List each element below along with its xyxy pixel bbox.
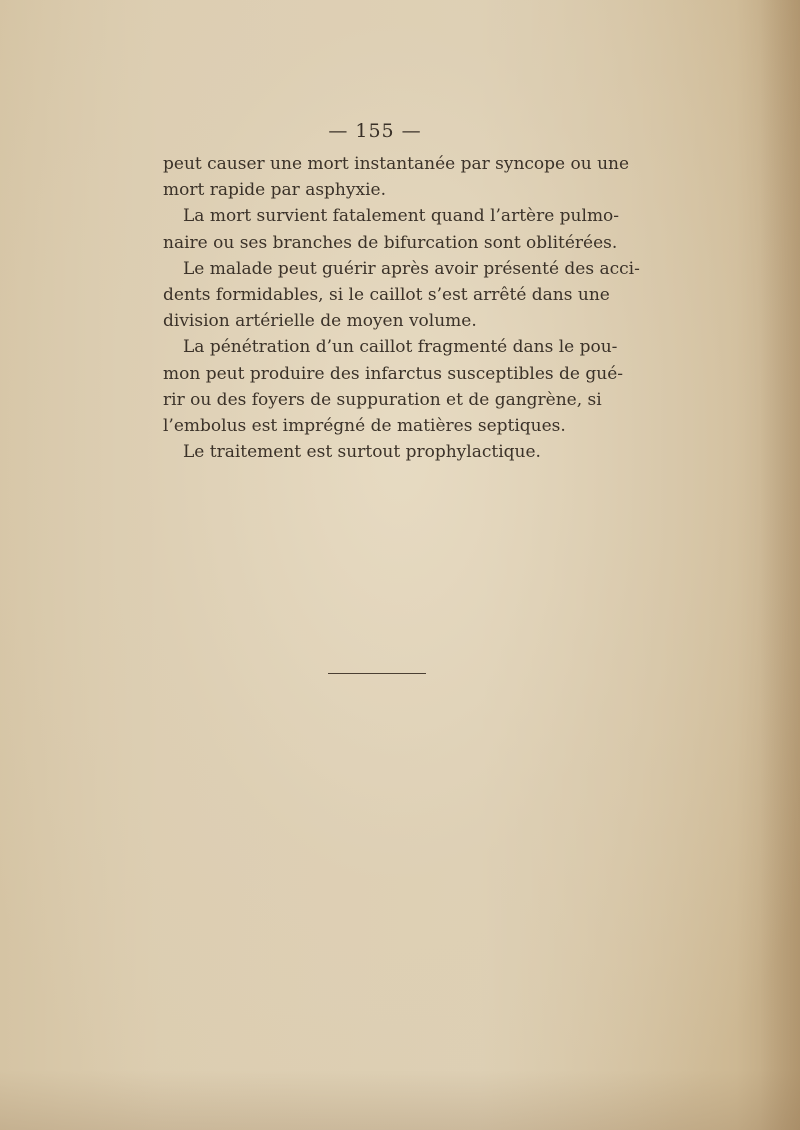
text-line: mort rapide par asphyxie. [163, 180, 386, 201]
text-line: peut causer une mort instantanée par syncope ou une [163, 154, 630, 174]
text-line: La pénétration d’un caillot fragmenté dans le pou- [183, 337, 618, 358]
text-line: l’embolus est imprégné de matières septiques. [163, 416, 566, 437]
text-line: La mort survient fatalement quand l’artère pulmo- [183, 206, 620, 227]
body-text [163, 151, 640, 465]
page-edge-shadow-right [760, 0, 800, 1130]
page-edge-shadow-bottom [0, 1070, 800, 1130]
end-rule-divider [328, 673, 426, 674]
text-line: division artérielle de moyen volume. [163, 311, 477, 332]
text-line: Le traitement est surtout prophylactique. [183, 442, 541, 463]
text-line: Le malade peut guérir après avoir présenté des acci- [183, 258, 640, 279]
text-line: dents formidables, si le caillot s’est arrêté dans une [163, 285, 610, 306]
text-line: rir ou des foyers de suppuration et de gangrène, si [163, 389, 602, 410]
text-line: mon peut produire des infarctus susceptibles de gué- [163, 363, 623, 384]
text-line: naire ou ses branches de bifurcation sont oblitérées. [163, 232, 618, 253]
page-number: — 155 — [328, 120, 422, 142]
